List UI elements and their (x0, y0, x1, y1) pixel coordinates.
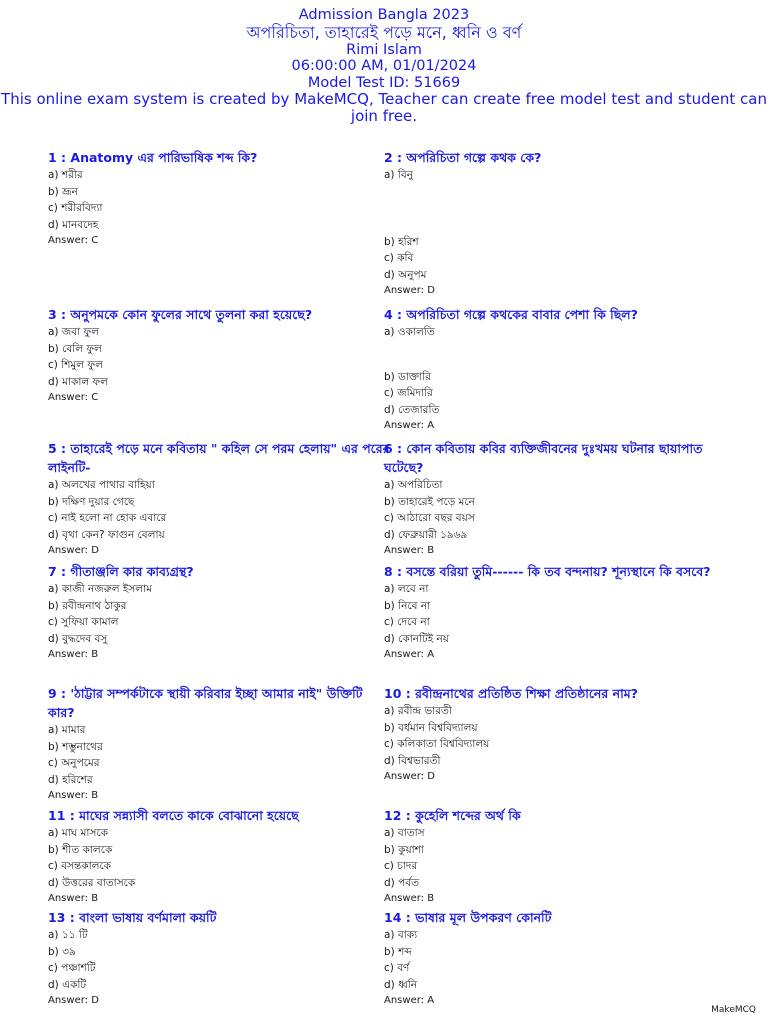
answer-text: Answer: C (48, 234, 99, 246)
option-list (384, 167, 728, 284)
option-list (48, 324, 392, 391)
question-block (384, 562, 728, 661)
option-item: d) বৃথা কেন? ফাগুন বেলায় (48, 529, 165, 542)
option-item: d) ফেব্রুয়ারী ১৯৬৯ (384, 529, 468, 542)
answer-text: Answer: D (48, 544, 99, 556)
answer-text: Answer: D (48, 994, 99, 1006)
footer-brand: MakeMCQ (711, 1005, 756, 1015)
option-item: d) কোনটিই নয় (384, 633, 449, 646)
option-list (384, 477, 728, 544)
answer-text: Answer: A (384, 648, 435, 660)
option-item: a) অলখের পাথার বাহিয়া (48, 479, 155, 491)
question-block (384, 908, 728, 1007)
option-item: a) বাক্য (384, 929, 418, 941)
question-block (48, 439, 392, 557)
answer-text: Answer: B (48, 789, 99, 801)
option-item: a) ওকালতি (384, 326, 435, 338)
question-block (48, 305, 392, 404)
option-item: b) শম্ভুনাথের (48, 740, 103, 753)
option-item: b) শীত কালকে (48, 843, 113, 856)
question-title: 1 : Anatomy এর পারিভাষিক শব্দ কি? (48, 150, 258, 165)
answer-text: Answer: A (384, 419, 435, 431)
author-name: Rimi Islam (346, 41, 422, 58)
answer-text: Answer: C (48, 391, 99, 403)
option-item: a) বিনু (384, 169, 413, 181)
answer-text: Answer: A (384, 994, 435, 1006)
question-block (384, 305, 728, 432)
option-list (384, 581, 728, 648)
question-block (384, 439, 728, 557)
exam-header (0, 0, 768, 125)
option-list (48, 722, 392, 789)
option-item: b) ডাক্তারি (384, 370, 431, 383)
option-item: b) বেলি ফুল (48, 342, 102, 355)
answer-text: Answer: B (384, 544, 435, 556)
option-item: d) তেজারতি (384, 404, 440, 417)
answer-text: Answer: B (48, 892, 99, 904)
question-block (384, 684, 728, 783)
option-item: c) শরীরবিদ্যা (48, 202, 103, 215)
option-item: a) মামার (48, 724, 86, 736)
option-item: a) কাজী নজরুল ইসলাম (48, 583, 152, 595)
option-item: b) কুয়াশা (384, 843, 424, 856)
option-item: d) বুদ্ধদেব বসু (48, 633, 108, 646)
option-item: b) ভ্রূন (48, 185, 78, 198)
option-item: a) বাতাস (384, 827, 425, 839)
option-item: a) শরীর (48, 169, 83, 181)
model-test-id: Model Test ID: 51669 (307, 74, 461, 91)
option-list (384, 927, 728, 994)
question-block (48, 684, 392, 802)
option-item: d) অনুপম (384, 269, 427, 282)
exam-title: Admission Bangla 2023 (298, 7, 470, 23)
option-item: c) চাদর (384, 860, 418, 873)
option-item: d) হরিশের (48, 774, 93, 787)
option-list (384, 703, 728, 770)
option-item: c) বসন্তকালকে (48, 860, 112, 873)
answer-text: Answer: B (48, 648, 99, 660)
option-item: d) মানবদেহ (48, 219, 99, 232)
option-item: c) পঞ্চাশটি (48, 962, 96, 975)
system-note: This online exam system is created by MakeMCQ, Teacher can create free model test and student can join free. (1, 90, 767, 125)
option-item: c) বর্ণ (384, 962, 410, 975)
question-title: 5 : তাহারেই পড়ে মনে কবিতায় " কহিল সে পরম হেলায়" এর পরের লাইনটি- (48, 441, 390, 475)
option-item: b) নিবে না (384, 599, 431, 612)
question-block (48, 148, 392, 247)
exam-subtitle: অপরিচিতা, তাহারেই পড়ে মনে, ধ্বনি ও বর্ণ (246, 22, 522, 42)
option-item: d) একটি (48, 979, 87, 992)
question-title: 12 : কুহেলি শব্দের অর্থ কি (384, 808, 521, 823)
question-block (48, 562, 392, 661)
option-item: b) রবীন্দ্রনাথ ঠাকুর (48, 599, 127, 612)
question-title: 9 : 'ঠাট্টার সম্পর্কটাকে স্থায়ী করিবার ইচ্ছা আমার নাই" উক্তিটি কার? (48, 686, 363, 720)
option-item: d) বিশ্বভারতী (384, 755, 441, 768)
option-item: c) অনুপমের (48, 757, 100, 770)
option-item: b) ৩৯ (48, 945, 76, 958)
option-item: c) নাই হলো না হোক এবারে (48, 512, 167, 525)
option-item: d) উত্তরের বাতাসকে (48, 877, 136, 890)
question-block (48, 908, 392, 1007)
question-title: 4 : অপরিচিতা গল্পে কথকের বাবার পেশা কি ছিল? (384, 307, 638, 322)
question-title: 10 : রবীন্দ্রনাথের প্রতিষ্ঠিত শিক্ষা প্রতিষ্ঠানের নাম? (384, 686, 638, 701)
option-item: b) শব্দ (384, 945, 412, 958)
exam-datetime: 06:00:00 AM, 01/01/2024 (291, 58, 477, 74)
question-block (384, 148, 728, 297)
option-list (48, 167, 392, 234)
option-item: a) মাঘ মাসকে (48, 827, 108, 839)
question-block (384, 806, 728, 905)
option-list (48, 927, 392, 994)
option-item: b) তাহারেই পড়ে মনে (384, 495, 475, 508)
question-title: 14 : ভাষার মূল উপকরণ কোনটি (384, 910, 552, 925)
question-title: 8 : বসন্তে বরিয়া তুমি------ কি তব বন্দনায়? শূন্যস্থানে কি বসবে? (384, 564, 711, 579)
option-item: c) আঠারো বছর বয়স (384, 512, 475, 525)
option-item: d) ধ্বনি (384, 979, 418, 992)
question-title: 3 : অনুপমকে কোন ফুলের সাথে তুলনা করা হয়েছে? (48, 307, 313, 322)
option-item: a) ১১ টি (48, 929, 88, 941)
option-item: b) বর্ধমান বিশ্ববিদ্যালয় (384, 721, 478, 734)
option-item: d) মাকাল ফল (48, 376, 109, 389)
answer-text: Answer: D (384, 770, 435, 782)
option-item: b) দক্ষিণ দুয়ার গেছে (48, 495, 135, 508)
option-item: c) সুফিয়া কামাল (48, 616, 119, 629)
option-item: c) কলিকাতা বিশ্ববিদ্যালয় (384, 738, 490, 751)
question-block (48, 806, 392, 905)
option-item: a) লবে না (384, 583, 429, 595)
option-list (384, 324, 728, 419)
option-item: a) জবা ফুল (48, 326, 99, 338)
option-list (384, 825, 728, 892)
option-list (48, 825, 392, 892)
option-item: b) হরিশ (384, 235, 419, 248)
option-item: a) রবীন্দ্র ভারতী (384, 705, 452, 717)
option-item: c) দেবে না (384, 616, 430, 629)
answer-text: Answer: B (384, 892, 435, 904)
option-list (48, 581, 392, 648)
option-item: c) শিমুল ফুল (48, 359, 103, 372)
option-item: d) পর্বত (384, 877, 419, 890)
option-item: c) কবি (384, 252, 414, 265)
question-title: 6 : কোন কবিতায় কবির ব্যক্তিজীবনের দুঃখময় ঘটনার ছায়াপাত ঘটেছে? (384, 441, 703, 475)
option-item: c) জমিদারি (384, 387, 433, 400)
option-item: a) অপরিচিতা (384, 479, 443, 491)
question-title: 11 : মাঘের সন্ন্যাসী বলতে কাকে বোঝানো হয়েছে (48, 808, 299, 823)
question-title: 2 : অপরিচিতা গল্পে কথক কে? (384, 150, 542, 165)
question-title: 7 : গীতাঞ্জলি কার কাব্যগ্রন্থ? (48, 564, 194, 579)
question-title: 13 : বাংলা ভাষায় বর্ণমালা কয়টি (48, 910, 217, 925)
answer-text: Answer: D (384, 284, 435, 296)
option-list (48, 477, 392, 544)
